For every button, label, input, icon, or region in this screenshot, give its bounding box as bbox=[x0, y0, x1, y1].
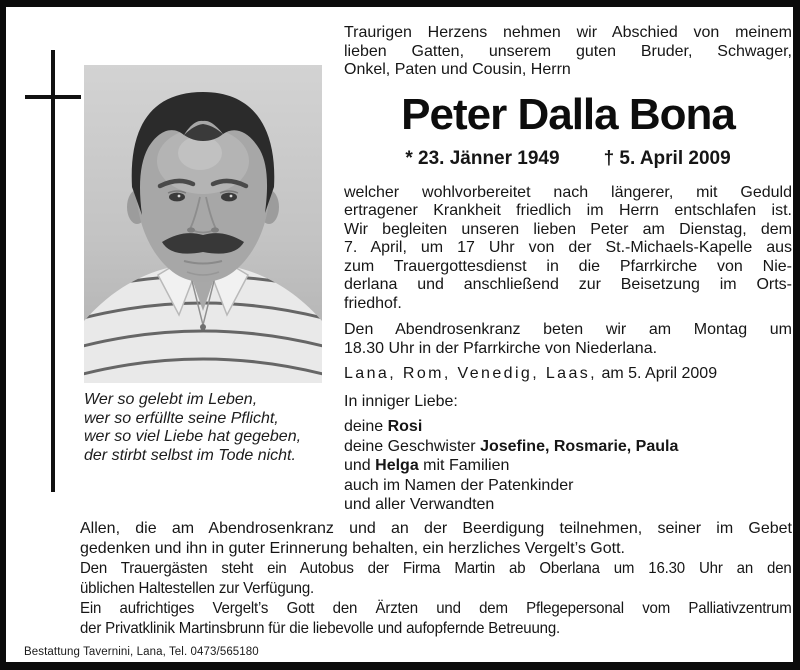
thanks-line: Allen, die am Abendrosenkranz und an der Beerdigung teilnehmen, seiner im Gebet bbox=[80, 520, 792, 537]
mourner-text: und aller Verwandten bbox=[344, 496, 495, 513]
bus-line: üblichen Haltestellen zur Verfügung. bbox=[80, 580, 315, 597]
bus-paragraph bbox=[80, 559, 792, 599]
body-line: friedhof. bbox=[344, 294, 402, 312]
intro-line: Traurigen Herzens nehmen wir Abschied von meinem bbox=[344, 24, 792, 41]
body-line: derlana und anschließend zur Beisetzung im Orts- bbox=[344, 276, 792, 293]
mourner-text: auch im Namen der Patenkinder bbox=[344, 476, 574, 494]
cross-icon-bar bbox=[25, 95, 81, 99]
mourner-line bbox=[344, 495, 792, 515]
body-line: 18.30 Uhr in der Pfarrkirche von Niederlana. bbox=[344, 339, 658, 357]
mourner-name: Helga bbox=[375, 457, 419, 474]
mourner-name: Josefine, Rosmarie, Paula bbox=[480, 437, 679, 455]
deceased-name: Peter Dalla Bona bbox=[401, 89, 735, 139]
cross-icon bbox=[51, 50, 55, 492]
death-date: † 5. April 2009 bbox=[603, 147, 731, 169]
thanks-paragraph bbox=[80, 519, 792, 559]
poem-line: wer so erfüllte seine Pflicht, bbox=[84, 409, 279, 427]
body-line: Den Abendrosenkranz beten wir am Montag um bbox=[344, 321, 792, 338]
portrait-photo bbox=[84, 65, 322, 383]
intro-line: lieben Gatten, unserem guten Bruder, Schwager, bbox=[344, 42, 792, 60]
mourner-line bbox=[344, 417, 792, 437]
notice-text-column bbox=[344, 24, 792, 515]
body-line: Wir begleiten unseren lieben Peter am Dienstag, dem bbox=[344, 220, 792, 238]
intro-line: Onkel, Paten und Cousin, Herrn bbox=[344, 61, 571, 78]
funeral-paragraph bbox=[344, 184, 792, 314]
poem-line: wer so viel Liebe hat gegeben, bbox=[84, 428, 302, 445]
bus-line: Den Trauergästen steht ein Autobus der Firma Martin ab Oberlana um 16.30 Uhr an den bbox=[80, 560, 792, 577]
poem-line: Wer so gelebt im Leben, bbox=[84, 391, 258, 408]
body-line: ertragener Krankheit friedlich im Herrn entschlafen ist. bbox=[344, 202, 792, 219]
dateline-date: am 5. April 2009 bbox=[597, 365, 718, 382]
rosary-paragraph bbox=[344, 321, 792, 358]
body-line: 7. April, um 17 Uhr von der St.-Michaels-Kapelle aus bbox=[344, 239, 792, 256]
body-line: zum Trauergottesdienst in die Pfarrkirche von Nie- bbox=[344, 257, 792, 275]
mourner-name: Rosi bbox=[387, 418, 423, 435]
clinic-thanks-paragraph bbox=[80, 599, 792, 639]
birth-date: * 23. Jänner 1949 bbox=[405, 147, 560, 169]
bottom-section bbox=[80, 519, 792, 639]
funeral-home-footer: Bestattung Tavernini, Lana, Tel. 0473/565180 bbox=[24, 646, 259, 658]
love-intro: In inniger Liebe: bbox=[344, 392, 458, 410]
mourners-list bbox=[344, 417, 792, 515]
mourner-text: deine Geschwister bbox=[344, 437, 481, 455]
place-dateline bbox=[344, 365, 792, 384]
clinic-line: Ein aufrichtiges Vergelt’s Gott den Ärzten und dem Pflegepersonal vom Palliativzentrum bbox=[80, 600, 792, 617]
thanks-line: gedenken und ihn in guter Erinnerung behalten, ein herzliches Vergelt’s Gott. bbox=[80, 540, 625, 557]
mourner-line bbox=[344, 437, 792, 457]
intro-paragraph bbox=[344, 24, 792, 80]
mourner-line bbox=[344, 476, 792, 496]
mourner-line bbox=[344, 456, 792, 476]
poem-line: der stirbt selbst im Tode nicht. bbox=[84, 446, 296, 464]
body-line: welcher wohlvorbereitet nach längerer, mit Geduld bbox=[344, 183, 792, 201]
mourner-text: mit Familien bbox=[418, 457, 510, 474]
mourner-text: und bbox=[344, 457, 376, 474]
mourner-text: deine bbox=[344, 418, 388, 435]
life-dates bbox=[344, 148, 792, 169]
place-names: Lana, Rom, Venedig, Laas, bbox=[344, 365, 598, 382]
clinic-line: der Privatklinik Martinsbrunn für die liebevolle und aufopfernde Betreuung. bbox=[80, 620, 561, 637]
memorial-poem bbox=[84, 391, 340, 465]
